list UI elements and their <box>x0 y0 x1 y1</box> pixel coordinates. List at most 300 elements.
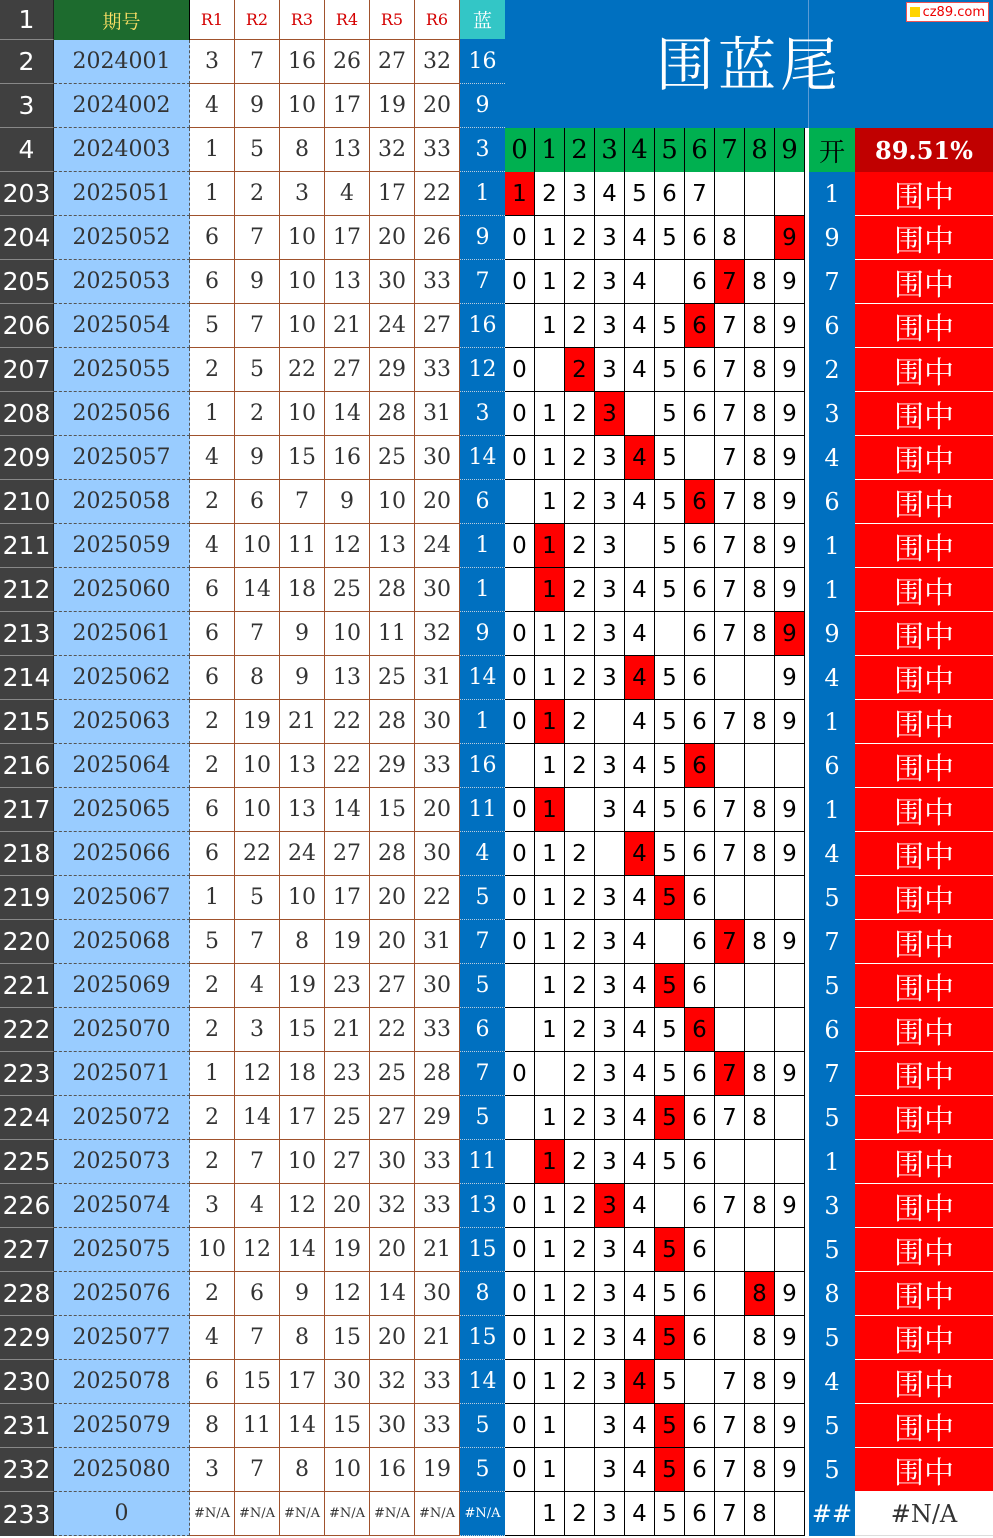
red-ball-cell[interactable]: 22 <box>325 744 370 788</box>
tail-digit-cell[interactable]: 3 <box>595 568 625 612</box>
tail-digit-cell[interactable]: 0 <box>505 876 535 920</box>
tail-digit-cell[interactable]: 2 <box>565 260 595 304</box>
tail-digit-cell[interactable]: 5 <box>655 1008 685 1052</box>
tail-digit-cell[interactable]: 9 <box>775 1316 805 1360</box>
tail-digit-cell[interactable]: 1 <box>535 920 565 964</box>
red-ball-cell[interactable]: 13 <box>325 656 370 700</box>
period-cell[interactable]: 2025065 <box>54 788 190 832</box>
tail-digit-cell[interactable]: 1 <box>535 392 565 436</box>
tail-digit-cell[interactable] <box>715 1316 745 1360</box>
tail-digit-cell[interactable]: 8 <box>745 832 775 876</box>
period-cell[interactable]: 2025061 <box>54 612 190 656</box>
tail-digit-cell[interactable]: 3 <box>595 260 625 304</box>
red-ball-cell[interactable]: 17 <box>325 216 370 260</box>
red-ball-cell[interactable]: 10 <box>235 524 280 568</box>
tail-digit-cell[interactable]: 8 <box>745 480 775 524</box>
blue-ball-cell[interactable]: 1 <box>460 172 505 216</box>
red-ball-cell[interactable]: 33 <box>415 1140 460 1184</box>
tail-digit-cell[interactable]: 5 <box>655 744 685 788</box>
tail-digit-cell[interactable]: 7 <box>715 480 745 524</box>
tail-digit-cell[interactable]: 2 <box>565 436 595 480</box>
tail-digit-cell[interactable]: 9 <box>775 524 805 568</box>
tail-digit-cell[interactable]: 5 <box>655 436 685 480</box>
tail-digit-cell[interactable]: 5 <box>655 788 685 832</box>
tail-digit-cell[interactable]: 5 <box>655 1096 685 1140</box>
tail-digit-cell[interactable]: 5 <box>655 304 685 348</box>
tail-digit-cell[interactable]: 3 <box>595 788 625 832</box>
period-cell[interactable]: 2025067 <box>54 876 190 920</box>
period-cell[interactable]: 2025078 <box>54 1360 190 1404</box>
tail-digit-cell[interactable] <box>715 744 745 788</box>
tail-digit-cell[interactable]: 1 <box>535 436 565 480</box>
red-ball-cell[interactable]: 1 <box>190 392 235 436</box>
tail-digit-cell[interactable]: 0 <box>505 700 535 744</box>
red-ball-cell[interactable]: 15 <box>280 436 325 480</box>
red-ball-cell[interactable]: #N/A <box>325 1492 370 1536</box>
red-ball-cell[interactable]: 3 <box>235 1008 280 1052</box>
red-ball-cell[interactable]: 6 <box>235 1272 280 1316</box>
tail-digit-cell[interactable]: 1 <box>535 1404 565 1448</box>
tail-digit-cell[interactable] <box>745 172 775 216</box>
red-ball-cell[interactable]: 11 <box>280 524 325 568</box>
tail-digit-cell[interactable]: 5 <box>655 1492 685 1536</box>
red-ball-cell[interactable]: 8 <box>280 1448 325 1492</box>
tail-digit-cell[interactable]: 1 <box>535 1272 565 1316</box>
tail-digit-cell[interactable] <box>745 216 775 260</box>
period-cell[interactable]: 2025062 <box>54 656 190 700</box>
blue-ball-cell[interactable]: 6 <box>460 480 505 524</box>
tail-digit-cell[interactable]: 7 <box>715 260 745 304</box>
red-ball-cell[interactable]: 22 <box>280 348 325 392</box>
tail-digit-cell[interactable]: 0 <box>505 524 535 568</box>
red-ball-cell[interactable]: 32 <box>415 612 460 656</box>
tail-digit-cell[interactable] <box>745 1140 775 1184</box>
red-ball-cell[interactable]: 25 <box>325 1096 370 1140</box>
tail-digit-cell[interactable]: 3 <box>595 744 625 788</box>
red-ball-cell[interactable]: 29 <box>370 744 415 788</box>
red-ball-cell[interactable]: 15 <box>280 1008 325 1052</box>
tail-digit-cell[interactable]: 6 <box>685 744 715 788</box>
tail-digit-cell[interactable]: 1 <box>535 1228 565 1272</box>
red-ball-cell[interactable]: 22 <box>415 172 460 216</box>
tail-digit-cell[interactable]: 0 <box>505 1316 535 1360</box>
tail-digit-cell[interactable]: 3 <box>595 1228 625 1272</box>
result-cell[interactable]: 围中 <box>855 1448 993 1492</box>
tail-digit-cell[interactable]: 2 <box>565 348 595 392</box>
tail-digit-cell[interactable]: 7 <box>715 612 745 656</box>
tail-digit-cell[interactable]: 6 <box>655 172 685 216</box>
tail-digit-cell[interactable]: 8 <box>745 524 775 568</box>
tail-digit-cell[interactable] <box>505 480 535 524</box>
period-cell[interactable]: 2025076 <box>54 1272 190 1316</box>
red-ball-cell[interactable]: 2 <box>190 1096 235 1140</box>
tail-digit-cell[interactable]: 2 <box>565 964 595 1008</box>
tail-digit-cell[interactable]: 9 <box>775 1360 805 1404</box>
tail-digit-cell[interactable]: 7 <box>715 524 745 568</box>
red-ball-cell[interactable]: 5 <box>190 304 235 348</box>
tail-digit-cell[interactable]: 3 <box>595 1184 625 1228</box>
result-cell[interactable]: 围中 <box>855 656 993 700</box>
tail-digit-cell[interactable]: 6 <box>685 1052 715 1096</box>
red-ball-cell[interactable]: 4 <box>235 964 280 1008</box>
tail-digit-cell[interactable] <box>505 964 535 1008</box>
tail-digit-cell[interactable]: 6 <box>685 920 715 964</box>
tail-digit-cell[interactable]: 6 <box>685 1448 715 1492</box>
tail-digit-cell[interactable]: 4 <box>625 656 655 700</box>
tail-digit-cell[interactable]: 3 <box>595 1492 625 1536</box>
red-ball-cell[interactable]: 4 <box>190 524 235 568</box>
result-cell[interactable]: 围中 <box>855 348 993 392</box>
blue-ball-cell[interactable]: 16 <box>460 304 505 348</box>
tail-digit-cell[interactable]: 9 <box>775 436 805 480</box>
red-ball-cell[interactable]: 17 <box>280 1096 325 1140</box>
tail-digit-cell[interactable]: 5 <box>655 1228 685 1272</box>
result-cell[interactable]: 围中 <box>855 524 993 568</box>
tail-digit-cell[interactable]: 9 <box>775 1448 805 1492</box>
tail-digit-cell[interactable] <box>775 1492 805 1536</box>
red-ball-cell[interactable]: 30 <box>415 436 460 480</box>
tail-digit-cell[interactable]: 4 <box>625 920 655 964</box>
tail-digit-cell[interactable]: 5 <box>655 832 685 876</box>
red-ball-cell[interactable]: 27 <box>370 1096 415 1140</box>
period-cell[interactable]: 2025070 <box>54 1008 190 1052</box>
red-ball-cell[interactable]: 24 <box>370 304 415 348</box>
tail-digit-cell[interactable]: 6 <box>685 1404 715 1448</box>
tail-digit-cell[interactable]: 1 <box>535 700 565 744</box>
red-ball-cell[interactable]: 27 <box>370 964 415 1008</box>
red-ball-cell[interactable]: 29 <box>415 1096 460 1140</box>
tail-digit-cell[interactable]: 0 <box>505 1052 535 1096</box>
tail-digit-cell[interactable]: 6 <box>685 1184 715 1228</box>
red-ball-cell[interactable]: #N/A <box>370 1492 415 1536</box>
tail-digit-cell[interactable]: 2 <box>565 920 595 964</box>
tail-digit-cell[interactable] <box>715 1008 745 1052</box>
red-ball-cell[interactable]: 6 <box>190 656 235 700</box>
tail-digit-cell[interactable]: 6 <box>685 348 715 392</box>
red-ball-cell[interactable]: 13 <box>280 788 325 832</box>
tail-digit-cell[interactable]: 8 <box>745 1404 775 1448</box>
tail-digit-cell[interactable]: 5 <box>655 392 685 436</box>
red-ball-cell[interactable]: 10 <box>190 1228 235 1272</box>
result-cell[interactable]: 围中 <box>855 744 993 788</box>
blue-ball-cell[interactable]: 14 <box>460 436 505 480</box>
tail-digit-cell[interactable]: 3 <box>595 1008 625 1052</box>
red-ball-cell[interactable]: 31 <box>415 920 460 964</box>
result-cell[interactable]: 围中 <box>855 700 993 744</box>
red-ball-cell[interactable]: 10 <box>280 876 325 920</box>
period-cell[interactable]: 2024003 <box>54 128 190 172</box>
red-ball-cell[interactable]: 29 <box>370 348 415 392</box>
tail-digit-cell[interactable]: 2 <box>565 1096 595 1140</box>
red-ball-cell[interactable]: 15 <box>325 1316 370 1360</box>
tail-digit-cell[interactable]: 6 <box>685 612 715 656</box>
tail-digit-cell[interactable]: 9 <box>775 304 805 348</box>
tail-digit-cell[interactable]: 8 <box>745 788 775 832</box>
tail-digit-cell[interactable] <box>715 1140 745 1184</box>
tail-digit-cell[interactable]: 5 <box>655 1404 685 1448</box>
red-ball-cell[interactable]: 27 <box>370 40 415 84</box>
tail-digit-cell[interactable]: 7 <box>715 920 745 964</box>
tail-digit-cell[interactable]: 1 <box>505 172 535 216</box>
red-ball-cell[interactable]: 3 <box>190 1448 235 1492</box>
red-ball-cell[interactable]: 6 <box>190 216 235 260</box>
tail-digit-cell[interactable]: 4 <box>625 964 655 1008</box>
red-ball-cell[interactable]: 3 <box>280 172 325 216</box>
tail-digit-cell[interactable] <box>595 700 625 744</box>
red-ball-cell[interactable]: 10 <box>325 612 370 656</box>
tail-digit-cell[interactable] <box>715 656 745 700</box>
blue-tail-cell[interactable]: 9 <box>809 612 855 656</box>
result-cell[interactable]: 围中 <box>855 876 993 920</box>
red-ball-cell[interactable]: 14 <box>325 788 370 832</box>
blue-tail-cell[interactable]: 1 <box>809 1140 855 1184</box>
red-ball-cell[interactable]: 10 <box>280 1140 325 1184</box>
blue-tail-cell[interactable]: 2 <box>809 348 855 392</box>
tail-digit-cell[interactable]: 4 <box>625 1228 655 1272</box>
tail-digit-cell[interactable]: 8 <box>745 612 775 656</box>
tail-digit-cell[interactable]: 6 <box>685 1140 715 1184</box>
tail-digit-cell[interactable]: 1 <box>535 1492 565 1536</box>
red-ball-cell[interactable]: 19 <box>415 1448 460 1492</box>
tail-digit-cell[interactable]: 2 <box>565 612 595 656</box>
red-ball-cell[interactable]: 12 <box>235 1228 280 1272</box>
tail-digit-cell[interactable]: 5 <box>655 524 685 568</box>
red-ball-cell[interactable]: 19 <box>235 700 280 744</box>
tail-digit-cell[interactable]: 5 <box>655 1316 685 1360</box>
tail-digit-cell[interactable]: 1 <box>535 1140 565 1184</box>
tail-digit-cell[interactable] <box>715 1272 745 1316</box>
result-cell[interactable]: 围中 <box>855 1316 993 1360</box>
tail-digit-cell[interactable]: 1 <box>535 964 565 1008</box>
result-cell[interactable]: 围中 <box>855 1404 993 1448</box>
tail-digit-cell[interactable]: 1 <box>535 260 565 304</box>
result-cell[interactable]: 围中 <box>855 1272 993 1316</box>
period-cell[interactable]: 2025080 <box>54 1448 190 1492</box>
tail-digit-cell[interactable]: 9 <box>775 656 805 700</box>
red-ball-cell[interactable]: 10 <box>280 304 325 348</box>
red-ball-cell[interactable]: 3 <box>190 40 235 84</box>
tail-digit-cell[interactable]: 0 <box>505 832 535 876</box>
tail-digit-cell[interactable] <box>625 392 655 436</box>
tail-digit-cell[interactable]: 2 <box>565 656 595 700</box>
tail-digit-cell[interactable] <box>655 1184 685 1228</box>
blue-ball-cell[interactable]: 4 <box>460 832 505 876</box>
tail-digit-cell[interactable]: 6 <box>685 480 715 524</box>
red-ball-cell[interactable]: 31 <box>415 392 460 436</box>
tail-digit-cell[interactable]: 7 <box>715 1052 745 1096</box>
tail-digit-cell[interactable] <box>535 348 565 392</box>
tail-digit-cell[interactable]: 1 <box>535 612 565 656</box>
red-ball-cell[interactable]: 32 <box>415 40 460 84</box>
tail-digit-cell[interactable]: 1 <box>535 1360 565 1404</box>
tail-digit-cell[interactable]: 3 <box>595 304 625 348</box>
red-ball-cell[interactable]: 15 <box>370 788 415 832</box>
tail-digit-cell[interactable]: 4 <box>625 216 655 260</box>
tail-digit-cell[interactable]: 6 <box>685 1096 715 1140</box>
red-ball-cell[interactable]: 20 <box>325 1184 370 1228</box>
tail-digit-cell[interactable]: 7 <box>715 788 745 832</box>
blue-ball-cell[interactable]: 15 <box>460 1228 505 1272</box>
tail-digit-cell[interactable]: 3 <box>595 1404 625 1448</box>
red-ball-cell[interactable]: #N/A <box>235 1492 280 1536</box>
tail-digit-cell[interactable]: 9 <box>775 1404 805 1448</box>
tail-digit-cell[interactable]: 1 <box>535 1184 565 1228</box>
tail-digit-cell[interactable]: 8 <box>745 1448 775 1492</box>
result-cell[interactable]: 围中 <box>855 392 993 436</box>
period-cell[interactable]: 2025077 <box>54 1316 190 1360</box>
red-ball-cell[interactable]: 28 <box>415 1052 460 1096</box>
tail-digit-cell[interactable]: 5 <box>625 172 655 216</box>
result-cell[interactable]: 围中 <box>855 436 993 480</box>
tail-digit-cell[interactable]: 3 <box>595 876 625 920</box>
red-ball-cell[interactable]: 7 <box>235 612 280 656</box>
red-ball-cell[interactable]: 20 <box>370 1316 415 1360</box>
red-ball-cell[interactable]: 10 <box>370 480 415 524</box>
blue-ball-cell[interactable]: 5 <box>460 1096 505 1140</box>
blue-ball-cell[interactable]: 7 <box>460 260 505 304</box>
period-cell[interactable]: 2024002 <box>54 84 190 128</box>
tail-digit-cell[interactable]: 7 <box>715 304 745 348</box>
tail-digit-cell[interactable]: 4 <box>625 1492 655 1536</box>
tail-digit-cell[interactable]: 6 <box>685 788 715 832</box>
red-ball-cell[interactable]: 12 <box>235 1052 280 1096</box>
tail-digit-cell[interactable]: 9 <box>775 920 805 964</box>
tail-digit-cell[interactable] <box>565 1448 595 1492</box>
result-cell[interactable]: 围中 <box>855 1360 993 1404</box>
red-ball-cell[interactable]: 20 <box>415 480 460 524</box>
tail-digit-cell[interactable]: 9 <box>775 1184 805 1228</box>
tail-digit-cell[interactable]: 9 <box>775 1272 805 1316</box>
tail-digit-cell[interactable] <box>775 964 805 1008</box>
tail-digit-cell[interactable]: 8 <box>745 1492 775 1536</box>
tail-digit-cell[interactable]: 8 <box>745 348 775 392</box>
period-cell[interactable]: 2025053 <box>54 260 190 304</box>
tail-digit-cell[interactable]: 7 <box>715 568 745 612</box>
red-ball-cell[interactable]: 27 <box>325 1140 370 1184</box>
red-ball-cell[interactable]: 6 <box>190 612 235 656</box>
red-ball-cell[interactable]: 2 <box>190 348 235 392</box>
blue-tail-cell[interactable]: 3 <box>809 392 855 436</box>
tail-digit-cell[interactable]: 2 <box>565 700 595 744</box>
tail-digit-cell[interactable]: 0 <box>505 1404 535 1448</box>
red-ball-cell[interactable]: 12 <box>280 1184 325 1228</box>
red-ball-cell[interactable]: 10 <box>280 84 325 128</box>
tail-digit-cell[interactable]: 2 <box>565 1272 595 1316</box>
blue-tail-cell[interactable]: ## <box>809 1492 855 1536</box>
red-ball-cell[interactable]: 27 <box>325 832 370 876</box>
red-ball-cell[interactable]: 10 <box>280 260 325 304</box>
tail-digit-cell[interactable]: 8 <box>745 700 775 744</box>
tail-digit-cell[interactable]: 9 <box>775 612 805 656</box>
tail-digit-cell[interactable]: 0 <box>505 788 535 832</box>
red-ball-cell[interactable]: 8 <box>280 1316 325 1360</box>
blue-ball-cell[interactable]: 7 <box>460 1052 505 1096</box>
tail-digit-cell[interactable] <box>505 304 535 348</box>
red-ball-cell[interactable]: 26 <box>325 40 370 84</box>
tail-digit-cell[interactable]: 1 <box>535 216 565 260</box>
tail-digit-cell[interactable]: 5 <box>655 964 685 1008</box>
red-ball-cell[interactable]: 8 <box>280 920 325 964</box>
red-ball-cell[interactable]: 6 <box>190 1360 235 1404</box>
tail-digit-cell[interactable]: 7 <box>715 392 745 436</box>
red-ball-cell[interactable]: 2 <box>190 964 235 1008</box>
tail-digit-cell[interactable]: 3 <box>595 1052 625 1096</box>
tail-digit-cell[interactable] <box>505 1140 535 1184</box>
blue-ball-cell[interactable]: 5 <box>460 1404 505 1448</box>
tail-digit-cell[interactable]: 8 <box>745 1360 775 1404</box>
tail-digit-cell[interactable]: 4 <box>595 172 625 216</box>
red-ball-cell[interactable]: 30 <box>370 1140 415 1184</box>
red-ball-cell[interactable]: 2 <box>190 1140 235 1184</box>
tail-digit-cell[interactable]: 3 <box>565 172 595 216</box>
period-cell[interactable]: 2025066 <box>54 832 190 876</box>
red-ball-cell[interactable]: 20 <box>370 216 415 260</box>
red-ball-cell[interactable]: 7 <box>235 1448 280 1492</box>
red-ball-cell[interactable]: #N/A <box>280 1492 325 1536</box>
red-ball-cell[interactable]: 30 <box>370 1404 415 1448</box>
red-ball-cell[interactable]: 30 <box>415 700 460 744</box>
blue-ball-cell[interactable]: 1 <box>460 524 505 568</box>
tail-digit-cell[interactable]: 2 <box>565 524 595 568</box>
blue-tail-cell[interactable]: 9 <box>809 216 855 260</box>
red-ball-cell[interactable]: 14 <box>280 1404 325 1448</box>
tail-digit-cell[interactable]: 6 <box>685 1008 715 1052</box>
blue-ball-cell[interactable]: 3 <box>460 392 505 436</box>
red-ball-cell[interactable]: 10 <box>235 788 280 832</box>
red-ball-cell[interactable]: 30 <box>415 1272 460 1316</box>
red-ball-cell[interactable]: 12 <box>325 524 370 568</box>
blue-tail-cell[interactable]: 6 <box>809 304 855 348</box>
blue-tail-cell[interactable]: 5 <box>809 1448 855 1492</box>
tail-digit-cell[interactable]: 8 <box>745 1184 775 1228</box>
red-ball-cell[interactable]: 2 <box>190 1008 235 1052</box>
tail-digit-cell[interactable]: 0 <box>505 612 535 656</box>
tail-digit-cell[interactable]: 5 <box>655 656 685 700</box>
blue-ball-cell[interactable]: 9 <box>460 216 505 260</box>
tail-digit-cell[interactable]: 9 <box>775 788 805 832</box>
red-ball-cell[interactable]: 24 <box>415 524 460 568</box>
result-cell[interactable]: 围中 <box>855 612 993 656</box>
tail-digit-cell[interactable]: 2 <box>565 832 595 876</box>
tail-digit-cell[interactable] <box>745 1008 775 1052</box>
tail-digit-cell[interactable]: 3 <box>595 216 625 260</box>
tail-digit-cell[interactable]: 5 <box>655 1272 685 1316</box>
red-ball-cell[interactable]: 17 <box>325 84 370 128</box>
red-ball-cell[interactable]: 5 <box>235 348 280 392</box>
tail-digit-cell[interactable]: 6 <box>685 304 715 348</box>
tail-digit-cell[interactable]: 6 <box>685 1272 715 1316</box>
tail-digit-cell[interactable]: 5 <box>655 1140 685 1184</box>
blue-tail-cell[interactable]: 5 <box>809 1404 855 1448</box>
tail-digit-cell[interactable]: 3 <box>595 1360 625 1404</box>
tail-digit-cell[interactable]: 3 <box>595 656 625 700</box>
red-ball-cell[interactable]: 10 <box>280 392 325 436</box>
tail-digit-cell[interactable]: 4 <box>625 260 655 304</box>
red-ball-cell[interactable]: 20 <box>415 788 460 832</box>
red-ball-cell[interactable]: 3 <box>190 1184 235 1228</box>
red-ball-cell[interactable]: 9 <box>235 260 280 304</box>
tail-digit-cell[interactable]: 1 <box>535 1096 565 1140</box>
red-ball-cell[interactable]: 30 <box>325 1360 370 1404</box>
tail-digit-cell[interactable] <box>505 568 535 612</box>
tail-digit-cell[interactable]: 3 <box>595 964 625 1008</box>
blue-tail-cell[interactable]: 1 <box>809 568 855 612</box>
red-ball-cell[interactable]: 30 <box>415 832 460 876</box>
blue-ball-cell[interactable]: 1 <box>460 700 505 744</box>
blue-ball-cell[interactable]: 14 <box>460 1360 505 1404</box>
tail-digit-cell[interactable] <box>715 876 745 920</box>
tail-digit-cell[interactable]: 8 <box>745 436 775 480</box>
